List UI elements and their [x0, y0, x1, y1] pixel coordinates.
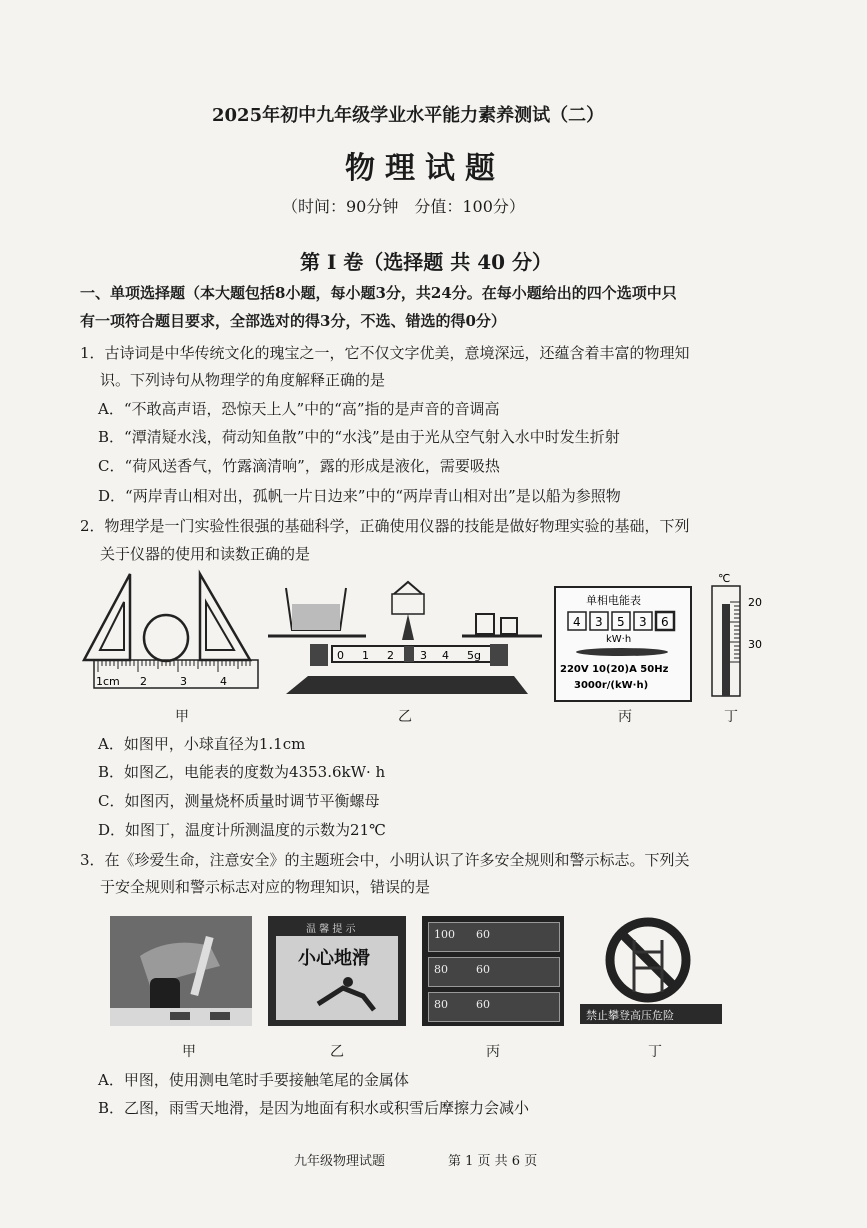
figure-electric-meter — [554, 586, 692, 702]
q3-stem-line2: 于安全规则和警示标志对应的物理知识，错误的是 — [100, 878, 431, 896]
q2-stem-line2: 关于仪器的使用和读数正确的是 — [100, 545, 311, 563]
figure-thermometer — [704, 570, 774, 698]
q3-caption-jia: 甲 — [182, 1044, 196, 1060]
speed-value-2: 60 — [476, 963, 490, 976]
section-title: 第 Ⅰ 卷（选择题 共 40 分） — [300, 250, 553, 274]
q2-caption-jia: 甲 — [175, 709, 189, 725]
exam-title: 2025年初中九年级学业水平能力素养测试（二） — [212, 105, 605, 126]
q2-caption-yi: 乙 — [398, 709, 412, 725]
q2-option-d: D．如图丁，温度计所测温度的示数为21℃ — [98, 821, 386, 839]
figure-balance — [262, 580, 552, 698]
meter-digit-4: 3 — [639, 615, 647, 629]
ruler-tick-3: 3 — [180, 675, 187, 688]
q2-option-c: C．如图丙，测量烧杯质量时调节平衡螺母 — [98, 792, 380, 810]
speed-limit-1: 100 — [434, 928, 455, 941]
balance-scale-2: 2 — [387, 649, 394, 662]
photo-no-climbing-sign — [578, 916, 724, 1026]
meter-spec-1: 220V 10(20)A 50Hz — [560, 664, 669, 675]
balance-scale-4: 4 — [442, 649, 449, 662]
footer-page: 第 1 页 共 6 页 — [448, 1154, 538, 1169]
meter-digit-5: 6 — [661, 615, 669, 629]
photo-slippery-sign — [268, 916, 406, 1026]
photo-test-pen — [110, 916, 252, 1026]
q3-caption-ding: 丁 — [648, 1044, 662, 1060]
exam-info: （时间：90分钟 分值：100分） — [282, 197, 525, 216]
q1-stem-line2: 识。下列诗句从物理学的角度解释正确的是 — [100, 371, 386, 389]
meter-digit-1: 4 — [573, 615, 581, 629]
q1-option-b: B．“潭清疑水浅，荷动知鱼散”中的“水浅”是由于光从空气射入水中时发生折射 — [98, 428, 620, 446]
speed-limit-2: 80 — [434, 963, 448, 976]
thermometer-unit: ℃ — [718, 572, 731, 585]
q1-option-c: C．“荷风送香气，竹露滴清响”，露的形成是液化，需要吸热 — [98, 457, 500, 475]
meter-unit: kW·h — [606, 634, 632, 645]
footer-subject: 九年级物理试题 — [294, 1154, 386, 1169]
sign-text: 小心地滑 — [298, 948, 370, 969]
q1-option-a: A．“不敢高声语，恐惊天上人”中的“高”指的是声音的音调高 — [98, 400, 500, 418]
figure-ruler-ball — [82, 568, 262, 693]
speed-value-3: 60 — [476, 998, 490, 1011]
ban-text: 禁止攀登高压危险 — [586, 1009, 674, 1022]
subject-title: 物理试题 — [345, 151, 505, 186]
ruler-tick-4: 4 — [220, 675, 227, 688]
speed-limit-3: 80 — [434, 998, 448, 1011]
meter-digit-2: 3 — [595, 615, 603, 629]
balance-scale-5g: 5g — [467, 649, 481, 662]
q1-stem-line1: 1．古诗词是中华传统文化的瑰宝之一，它不仅文字优美，意境深远，还蕴含着丰富的物理知 — [80, 344, 690, 362]
section-instructions-line2: 有一项符合题目要求，全部选对的得3分，不选、错选的得0分） — [80, 312, 506, 330]
q2-option-a: A．如图甲，小球直径为1.1cm — [98, 735, 306, 753]
photo-speed-signs — [422, 916, 564, 1026]
meter-title: 单相电能表 — [586, 594, 641, 607]
q2-stem-line1: 2．物理学是一门实验性很强的基础科学，正确使用仪器的技能是做好物理实验的基础，下列 — [80, 517, 690, 535]
q3-stem-line1: 3．在《珍爱生命，注意安全》的主题班会中，小明认识了许多安全规则和警示标志。下列关 — [80, 851, 690, 869]
q2-caption-ding: 丁 — [724, 709, 738, 725]
q3-caption-yi: 乙 — [330, 1044, 344, 1060]
thermometer-tick-30: 30 — [748, 638, 762, 651]
q3-caption-bing: 丙 — [486, 1044, 500, 1060]
balance-scale-3: 3 — [420, 649, 427, 662]
q3-option-b: B．乙图，雨雪天地滑，是因为地面有积水或积雪后摩擦力会减小 — [98, 1099, 530, 1117]
section-instructions-line1: 一、单项选择题（本大题包括8小题，每小题3分，共24分。在每小题给出的四个选项中只 — [80, 284, 677, 302]
speed-value-1: 60 — [476, 928, 490, 941]
q1-option-d: D．“两岸青山相对出，孤帆一片日边来”中的“两岸青山相对出”是以船为参照物 — [98, 487, 621, 505]
sign-header: 温 馨 提 示 — [306, 924, 356, 935]
q2-caption-bing: 丙 — [618, 709, 632, 725]
ruler-tick-2: 2 — [140, 675, 147, 688]
meter-spec-2: 3000r/(kW·h) — [574, 680, 649, 691]
ruler-unit-label: 1cm — [96, 675, 120, 688]
balance-scale-1: 1 — [362, 649, 369, 662]
meter-digit-3: 5 — [617, 615, 625, 629]
thermometer-tick-20: 20 — [748, 596, 762, 609]
q3-option-a: A．甲图，使用测电笔时手要接触笔尾的金属体 — [98, 1071, 409, 1089]
q2-option-b: B．如图乙，电能表的度数为4353.6kW· h — [98, 763, 386, 781]
balance-scale-0: 0 — [337, 649, 344, 662]
